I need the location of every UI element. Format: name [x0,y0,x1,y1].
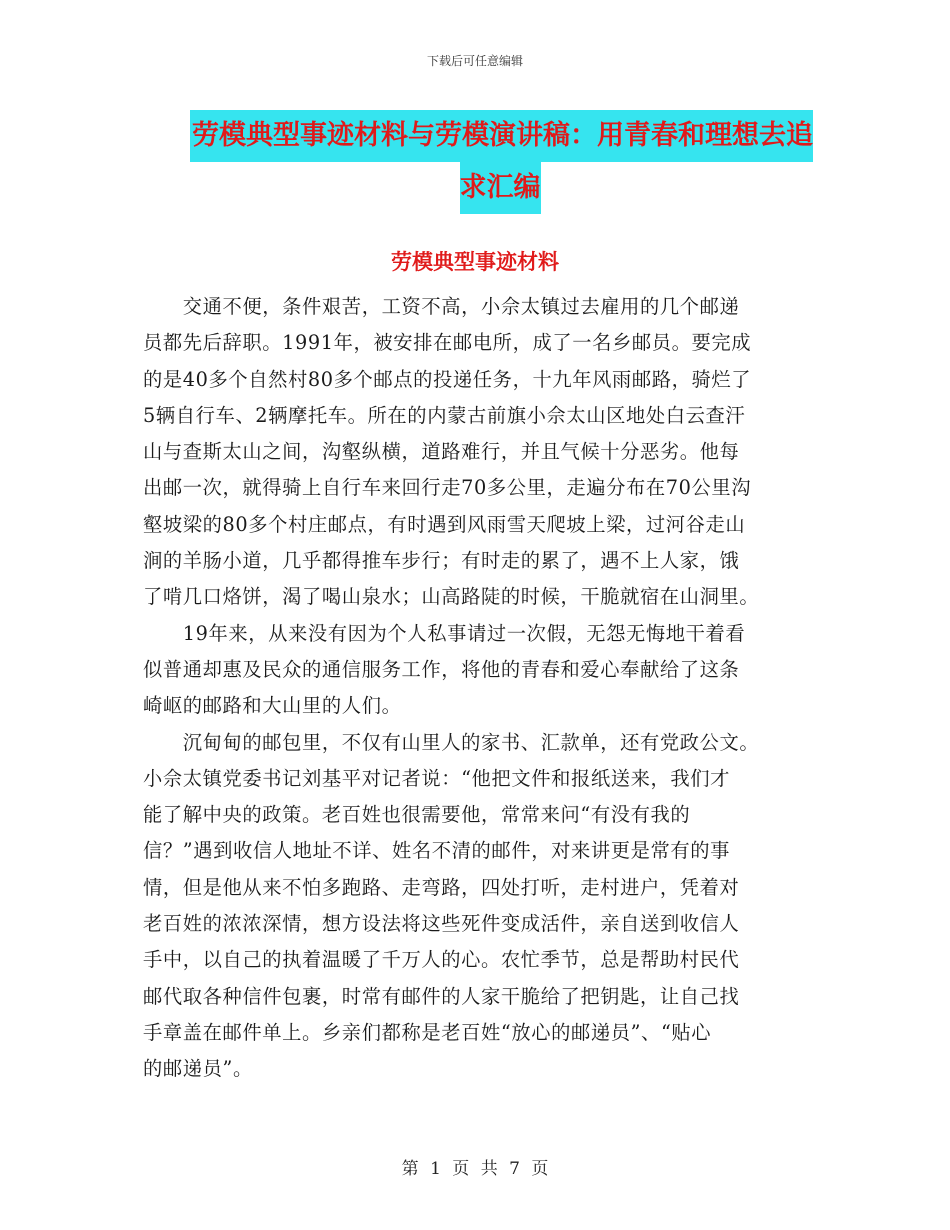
title-line-2: 求汇编 [460,162,541,214]
text-line: 手中，以自己的执着温暖了千万人的心。农忙季节，总是帮助村民代 [143,948,740,972]
text-line: 小佘太镇党委书记刘基平对记者说：“他把文件和报纸送来，我们才 [143,766,731,790]
text-line: 崎岖的邮路和大山里的人们。 [143,694,402,718]
text-line: 情，但是他从来不怕多跑路、走弯路，四处打听，走村进户，凭着对 [143,875,740,899]
text-line: 手章盖在邮件单上。乡亲们都称是老百姓“放心的邮递员”、“贴心 [143,1020,712,1044]
body-text [143,289,823,1088]
text-line: 了啃几口烙饼，渴了喝山泉水；山高路陡的时候，干脆就宿在山洞里。 [143,585,760,609]
text-line: 的是40多个自然村80多个邮点的投递任务，十九年风雨邮路，骑烂了 [143,367,752,391]
text-line: 老百姓的浓浓深情，想方设法将这些死件变成活件，亲自送到收信人 [143,912,740,936]
text-line: 能了解中央的政策。老百姓也很需要他，常常来问“有没有我的 [143,803,691,827]
text-line: 员都先后辞职。1991年，被安排在邮电所，成了一名乡邮员。要完成 [143,331,752,355]
header-note: 下载后可任意编辑 [426,54,523,68]
text-line: 出邮一次，就得骑上自行车来回行走70多公里，走遍分布在70公里沟 [143,476,752,500]
text-line: 19年来，从来没有因为个人私事请过一次假，无怨无悔地干着看 [143,621,746,645]
text-line: 山与查斯太山之间，沟壑纵横，道路难行，并且气候十分恶劣。他每 [143,440,740,464]
title-line-1: 劳模典型事迹材料与劳模演讲稿：用青春和理想去追 [190,110,813,162]
text-line: 涧的羊肠小道，几乎都得推车步行；有时走的累了，遇不上人家，饿 [143,549,740,573]
page-number: 第 1 页 共 7 页 [401,1159,549,1179]
text-line: 似普通却惠及民众的通信服务工作，将他的青春和爱心奉献给了这条 [143,657,740,681]
text-line: 壑坡梁的80多个村庄邮点，有时遇到风雨雪天爬坡上梁，过河谷走山 [143,512,746,536]
text-line: 信？”遇到收信人地址不详、姓名不清的邮件，对来讲更是常有的事 [143,839,731,863]
text-line: 沉甸甸的邮包里，不仅有山里人的家书、汇款单，还有党政公文。 [143,730,760,754]
document-title [190,110,813,214]
text-line: 邮代取各种信件包裹，时常有邮件的人家干脆给了把钥匙，让自己找 [143,984,740,1008]
text-line: 交通不便，条件艰苦，工资不高，小佘太镇过去雇用的几个邮递 [143,295,740,318]
section-heading: 劳模典型事迹材料 [391,249,559,274]
text-line: 5辆自行车、2辆摩托车。所在的内蒙古前旗小佘太山区地处白云查汗 [143,403,746,427]
text-line: 的邮递员”。 [143,1057,253,1081]
